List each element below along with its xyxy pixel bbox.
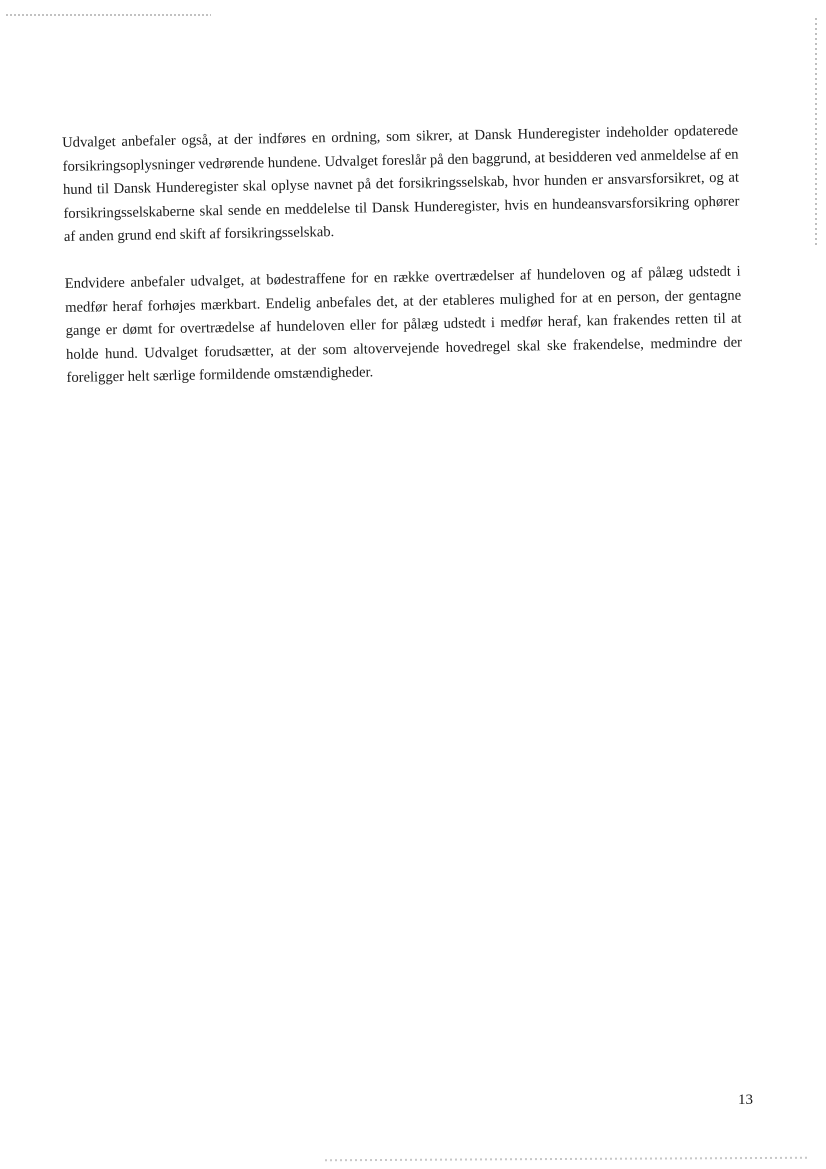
- paragraph-insurance-registry: Udvalget anbefaler også, at der indføres en ordning, som sikrer, at Dansk Hunderegister indeholder opdaterede forsikringsoplysninger vedrørende hundene. Udvalget foreslår på den baggrund, at besidderen ved anmeldelse af en hund til Dansk Hunderegister skal oplyse navnet på det forsikringsselskab, hvor hunden er ansvarsforsikret, og at forsikringsselskaberne skal sende en meddelelse til Dansk Hunderegister, hvis en hundeansvarsforsikring ophører af anden grund end skift af forsikringsselskab.: [62, 122, 740, 246]
- page-number: 13: [738, 1092, 753, 1108]
- paragraph-penalties: Endvidere anbefaler udvalget, at bødestraffene for en række overtrædelser af hundeloven og af pålæg udstedt i medfør heraf forhøjes mærkbart. Endelig anbefales det, at der etableres mulighed for at en person, der gentagne gange er dømt for overtrædelse af hundeloven eller for pålæg udstedt i medfør heraf, kan frakendes retten til at holde hund. Udvalget forudsætter, at der som altovervejende hovedregel skal ske frakendelse, medmindre der foreligger helt særlige formildende omstændigheder.: [64, 263, 743, 387]
- scan-edge-top: [6, 14, 211, 16]
- scan-edge-bottom: [325, 1157, 810, 1162]
- scan-edge-right: [815, 18, 817, 246]
- page-body: [62, 120, 743, 391]
